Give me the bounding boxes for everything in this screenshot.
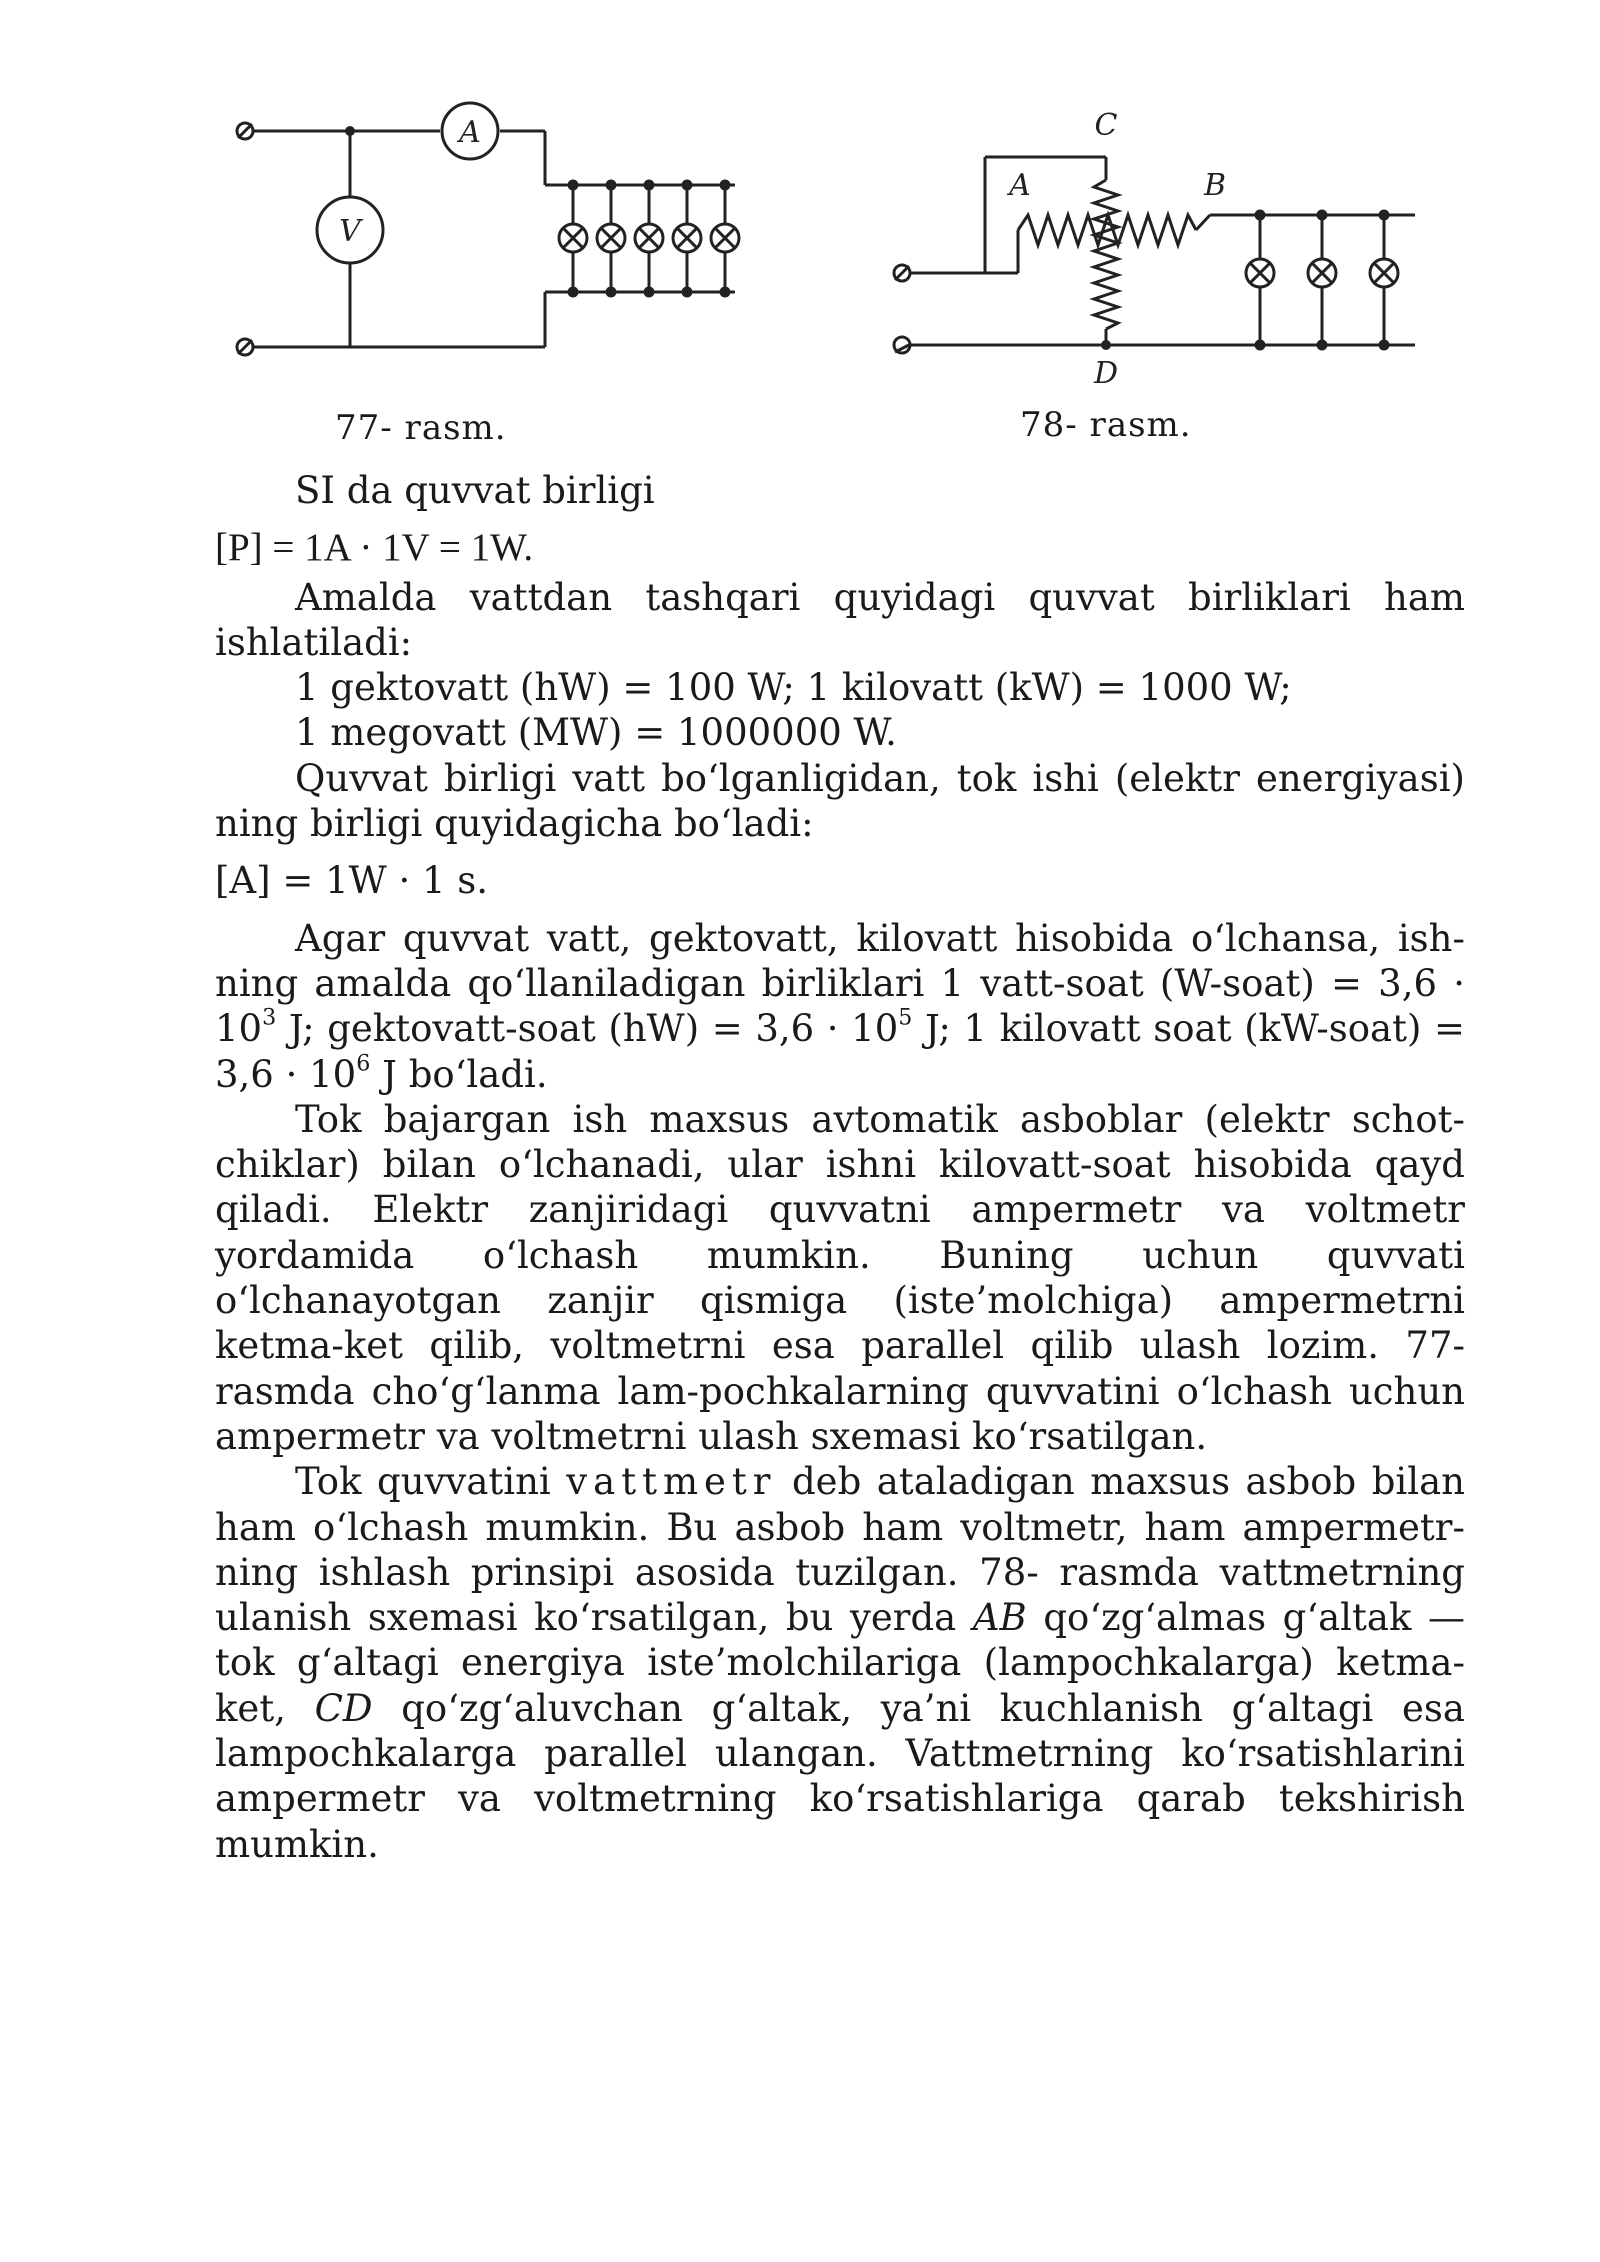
label-a: A xyxy=(1009,168,1031,203)
figure-77-circuit xyxy=(225,100,785,360)
formula-work: [A] = 1W · 1 s. xyxy=(215,859,489,903)
paragraph-practical-units: Agar quvvat vatt, gektovatt, kilovatt hisobida o‘lchansa, ish-ning amalda qo‘llaniladigan birliklari 1 vatt-soat (W-soat) = $3,6 \cdot 10^3$ J; gektovatt-soat $(hW) = 3,6 \cdot 10^5$ J; 1 kilovatt soat (kW-soat) = $3,6 \cdot 10^6$ J bo‘ladi. xyxy=(215,916,1466,1096)
lamp-icon xyxy=(559,181,587,296)
lamp-icon xyxy=(635,181,663,296)
lamp-icon xyxy=(673,181,701,296)
paragraph-measurement: Tok bajargan ish maxsus avtomatik asboblar (elektr schot-chiklar) bilan o‘lchanadi, ular ishni kilovatt-soat hisobida qayd qiladi. Elektr zanjiridagi quvvatni ampermetr va voltmetr yordamida o‘lchash mumkin. Buning uchun quvvati o‘lchanayotgan zanjir qismiga (iste’molchiga) ampermetrni ketma-ket qilib, voltmetrni esa parallel qilib ulash lozim. 77- rasmda cho‘g‘lanma lam-pochkalarning quvvatini o‘lchash uchun ampermetr va voltmetrni ulash sxemasi ko‘rsatilgan. xyxy=(215,1097,1465,1458)
lamp-icon xyxy=(1246,211,1274,349)
units-line-2: 1 megovatt (MW) = 1000000 W. xyxy=(295,711,897,755)
label-b: B xyxy=(1203,168,1227,203)
label-d: D xyxy=(1093,356,1119,391)
ammeter-label: A xyxy=(459,115,481,150)
paragraph-wattmeter: Tok quvvatini vattmetr deb ataladigan maxsus asbob bilan ham o‘lchash mumkin. Bu asbob ham voltmetr, ham ampermetr-ning ishlash prinsipi asosida tuzilgan. 78- rasmda vattmetrning ulanish sxemasi ko‘rsatilgan, bu yerda AB qo‘zg‘almas g‘altak — tok g‘altagi energiya iste’molchilariga (lampochkalarga) ketma-ket, CD qo‘zg‘aluvchan g‘altak, ya’ni kuchlanish g‘altagi esa lampochkalarga parallel ulangan. Vattmetrning ko‘rsatishlarini ampermetr va voltmetrning ko‘rsatishlariga qarab tekshirish mumkin. xyxy=(215,1460,1465,1866)
figure-78-caption: 78- rasm. xyxy=(1020,405,1192,445)
lamp-icon xyxy=(1308,211,1336,349)
lamp-icon xyxy=(597,181,625,296)
units-line-1: 1 gektovatt (hW) = 100 W; 1 kilovatt (kW) = 1000 W; xyxy=(295,666,1292,710)
lamp-icon xyxy=(711,181,739,296)
intro-line: SI da quvvat birligi xyxy=(295,469,655,512)
figure-78-circuit xyxy=(880,105,1440,405)
label-c: C xyxy=(1094,108,1118,143)
voltmeter-label: V xyxy=(339,214,361,249)
formula-power: [P] = 1A · 1V = 1W. xyxy=(215,526,534,570)
voltmeter-icon xyxy=(317,197,383,263)
figure-77-caption: 77- rasm. xyxy=(335,408,507,448)
ammeter-icon xyxy=(442,103,498,159)
lamp-icon xyxy=(1370,211,1398,349)
paragraph-units-intro: Amalda vattdan tashqari quyidagi quvvat birliklari ham ishlatiladi: xyxy=(215,575,1465,664)
paragraph-work-unit: Quvvat birligi vatt bo‘lganligidan, tok ishi (elektr energiyasi) ning birligi quyidagicha bo‘ladi: xyxy=(215,756,1465,846)
main-text xyxy=(215,468,1465,1867)
